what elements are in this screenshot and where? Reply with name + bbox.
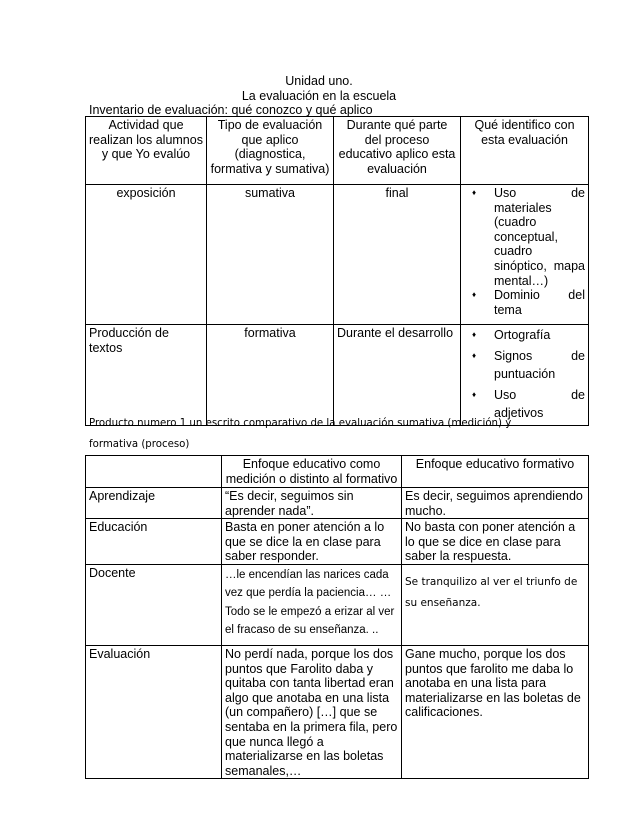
list-item: ♦ Ortografía xyxy=(494,326,585,344)
table-row xyxy=(86,519,589,565)
table-row xyxy=(86,645,589,778)
cell-medicion: “Es decir, seguimos sin aprender nada”. xyxy=(222,488,402,519)
table-header-row xyxy=(86,117,589,185)
cell-type: sumativa xyxy=(207,185,334,325)
product-note: Producto numero 1 un escrito comparativo de la evaluación sumativa (medición) y formativa (proceso) xyxy=(89,418,512,450)
row-label: Educación xyxy=(86,519,222,565)
unit-subtitle: La evaluación en la escuela xyxy=(241,89,397,103)
header-identify: Qué identifico con esta evaluación xyxy=(461,117,589,185)
cell-formativo: Es decir, seguimos aprendiendo mucho. xyxy=(402,488,589,519)
cell-activity: Producción de textos xyxy=(86,325,207,426)
cell-medicion: No perdí nada, porque los dos puntos que Farolito daba y quitaba con tanta libertad eran algo que anotaba en una lista (un compañero) […] que se sentaba en la primera fila, pero que nunca llegó a materializarse en las boletas semanales,… xyxy=(222,645,402,778)
header-type: Tipo de evaluación que aplico (diagnostica, formativa y sumativa) xyxy=(207,117,334,185)
evaluation-inventory-table xyxy=(85,116,589,426)
list-item: ♦ Signos de puntuación xyxy=(494,347,585,383)
cell-medicion: Basta en poner atención a lo que se dice la en clase para saber responder. xyxy=(222,519,402,565)
header-medicion: Enfoque educativo como medición o distinto al formativo xyxy=(222,456,402,488)
cell-formativo: No basta con poner atención a lo que se dice en clase para saber la respuesta. xyxy=(402,519,589,565)
table-header-row xyxy=(86,456,589,488)
row-label: Evaluación xyxy=(86,645,222,778)
cell-type: formativa xyxy=(207,325,334,426)
cell-when: Durante el desarrollo xyxy=(334,325,461,426)
list-item: ♦ Uso de materiales (cuadro conceptual, cuadro sinóptico, mapa mental…) xyxy=(494,186,585,288)
table-row xyxy=(86,564,589,645)
inventory-title: Inventario de evaluación: qué conozco y qué aplico xyxy=(89,103,373,117)
unit-title: Unidad uno. xyxy=(285,74,353,88)
cell-formativo: Se tranquilizo al ver el triunfo de su enseñanza. xyxy=(402,564,589,645)
table-row xyxy=(86,488,589,519)
header-empty xyxy=(86,456,222,488)
cell-activity: exposición xyxy=(86,185,207,325)
cell-identify xyxy=(461,325,589,426)
cell-identify xyxy=(461,185,589,325)
table-row xyxy=(86,185,589,325)
header-formativo: Enfoque educativo formativo xyxy=(402,456,589,488)
list-item: ♦ Dominio del tema xyxy=(494,288,585,317)
row-label: Docente xyxy=(86,564,222,645)
cell-medicion: …le encendían las narices cada vez que perdía la paciencia… …Todo se le empezó a erizar al ver el fracaso de su enseñanza. .. xyxy=(222,564,402,645)
cell-when: final xyxy=(334,185,461,325)
header-when: Durante qué parte del proceso educativo aplico esta evaluación xyxy=(334,117,461,185)
table-row xyxy=(86,325,589,426)
identify-list xyxy=(464,326,585,422)
comparison-table xyxy=(85,455,589,779)
header-activity: Actividad que realizan los alumnos y que Yo evalúo xyxy=(86,117,207,185)
cell-formativo: Gane mucho, porque los dos puntos que farolito me daba lo anotaba en una lista para materializarse en las boletas de calificaciones. xyxy=(402,645,589,778)
identify-list xyxy=(464,186,585,317)
row-label: Aprendizaje xyxy=(86,488,222,519)
list-item: ♦ Uso de adjetivos xyxy=(494,386,585,422)
